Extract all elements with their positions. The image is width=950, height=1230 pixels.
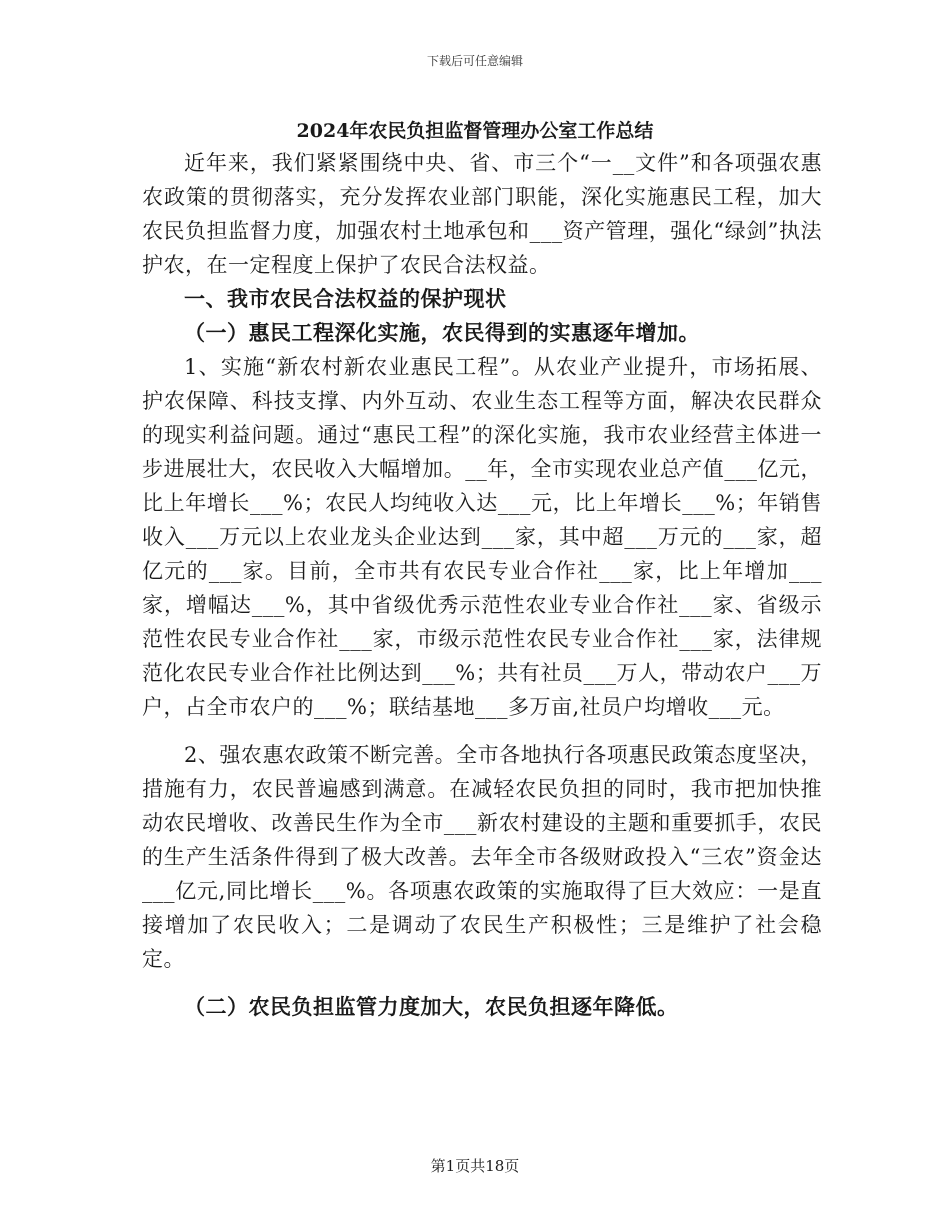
subsection-heading-1: （一）惠民工程深化实施，农民得到的实惠逐年增加。 bbox=[184, 320, 700, 345]
document-title: 2024年农民负担监督管理办公室工作总结 bbox=[296, 120, 654, 142]
intro-paragraph: 近年来，我们紧紧围绕中央、省、市三个“一__文件”和各项强农惠农政策的贯彻落实，充分发挥农业部门职能，深化实施惠民工程，加大农民负担监督力度，加强农村土地承包和___资产管理，强化“绿剑”执法护农，在一定程度上保护了农民合法权益。 bbox=[142, 151, 822, 277]
page-number: 第1页共18页 bbox=[430, 1157, 520, 1175]
document-body bbox=[142, 146, 822, 1024]
paragraph-1: 1、实施“新农村新农业惠民工程”。从农业产业提升，市场拓展、护农保障、科技支撑、内外互动、农业生态工程等方面，解决农民群众的现实利益问题。通过“惠民工程”的深化实施，我市农业经营主体进一步进展壮大，农民收入大幅增加。__年，全市实现农业总产值___亿元，比上年增长___%；农民人均纯收入达___元，比上年增长___%；年销售收入___万元以上农业龙头企业达到___家，其中超___万元的___家，超亿元的___家。目前，全市共有农民专业合作社___家，比上年增加___家，增幅达___%，其中省级优秀示范性农业专业合作社___家、省级示范性农民专业合作社___家，市级示范性农民专业合作社___家，法律规范化农民专业合作社比例达到___%；共有社员___万人，带动农户___万户，占全市农户的___%；联结基地___多万亩,社员户均增收___元。 bbox=[142, 355, 822, 719]
paragraph-2: 2、强农惠农政策不断完善。全市各地执行各项惠民政策态度坚决，措施有力，农民普遍感到满意。在减轻农民负担的同时，我市把加快推动农民增收、改善民生作为全市___新农村建设的主题和重要抓手，农民的生产生活条件得到了极大改善。去年全市各级财政投入“三农”资金达___亿元,同比增长___%。各项惠农政策的实施取得了巨大效应：一是直接增加了农民收入；二是调动了农民生产积极性；三是维护了社会稳定。 bbox=[142, 743, 822, 971]
section-heading-1: 一、我市农民合法权益的保护现状 bbox=[184, 286, 507, 311]
header-note: 下载后可任意编辑 bbox=[426, 54, 523, 68]
subsection-heading-2: （二）农民负担监管力度加大，农民负担逐年降低。 bbox=[184, 994, 679, 1019]
